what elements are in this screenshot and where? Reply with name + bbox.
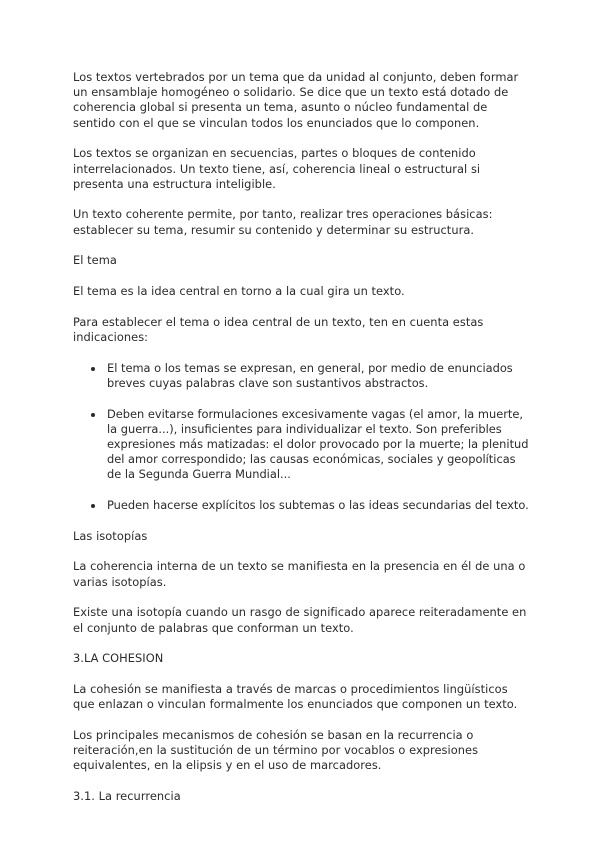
paragraph-coherencia-lineal: Los textos se organizan en secuencias, partes o bloques de contenido interrelacionados. Un texto tiene, así, coherencia lineal o estructural si presenta una estructura inteligible.: [73, 146, 481, 191]
list-item: El tema o los temas se expresan, en general, por medio de enunciados breves cuyas palabras clave son sustantivos abstractos.: [91, 361, 530, 391]
heading-cohesion: 3.LA COHESION: [73, 651, 164, 666]
list-item: Pueden hacerse explícitos los subtemas o las ideas secundarias del texto.: [91, 498, 530, 513]
bullet-list: [73, 361, 530, 514]
paragraph-coherencia-interna: La coherencia interna de un texto se manifiesta en la presencia en él de una o varias isotopías.: [73, 559, 526, 589]
heading-el-tema: El tema: [73, 253, 117, 268]
paragraph-isotopia: Existe una isotopía cuando un rasgo de significado aparece reiteradamente en el conjunto de palabras que conforman un texto.: [73, 605, 527, 635]
paragraph-operaciones-basicas: Un texto coherente permite, por tanto, realizar tres operaciones básicas: establecer su tema, resumir su contenido y determinar su estructura.: [73, 207, 493, 237]
paragraph-definicion-tema: El tema es la idea central en torno a la cual gira un texto.: [73, 284, 405, 299]
paragraph-mecanismos: Los principales mecanismos de cohesión se basan en la recurrencia o reiteración,en la sustitución de un término por vocablos o expresiones equivalentes, en la elipsis y en el uso de marcadores.: [73, 727, 479, 773]
list-item: Deben evitarse formulaciones excesivamente vagas (el amor, la muerte, la guerra...), insuficientes para individualizar el texto. Son preferibles expresiones más matizadas: el dolor provocado por la muerte; la plenitud del amor correspondido; las causas económicas, sociales y geopolíticas de la Segunda Guerra Mundial...: [91, 407, 530, 483]
paragraph-coherencia-global: Los textos vertebrados por un tema que da unidad al conjunto, deben formar un ensamblaje homogéneo o solidario. Se dice que un texto está dotado de coherencia global si presenta un tema, asunto o núcleo fundamental de sentido con el que se vinculan todos los enunciados que lo componen.: [73, 70, 519, 130]
heading-isotopias: Las isotopías: [73, 528, 148, 543]
paragraph-indicaciones: Para establecer el tema o idea central de un texto, ten en cuenta estas indicaciones:: [73, 314, 484, 344]
paragraph-cohesion: La cohesión se manifiesta a través de marcas o procedimientos lingüísticos que enlazan o vinculan formalmente los enunciados que componen un texto.: [73, 681, 518, 712]
heading-recurrencia: 3.1. La recurrencia: [73, 789, 181, 803]
